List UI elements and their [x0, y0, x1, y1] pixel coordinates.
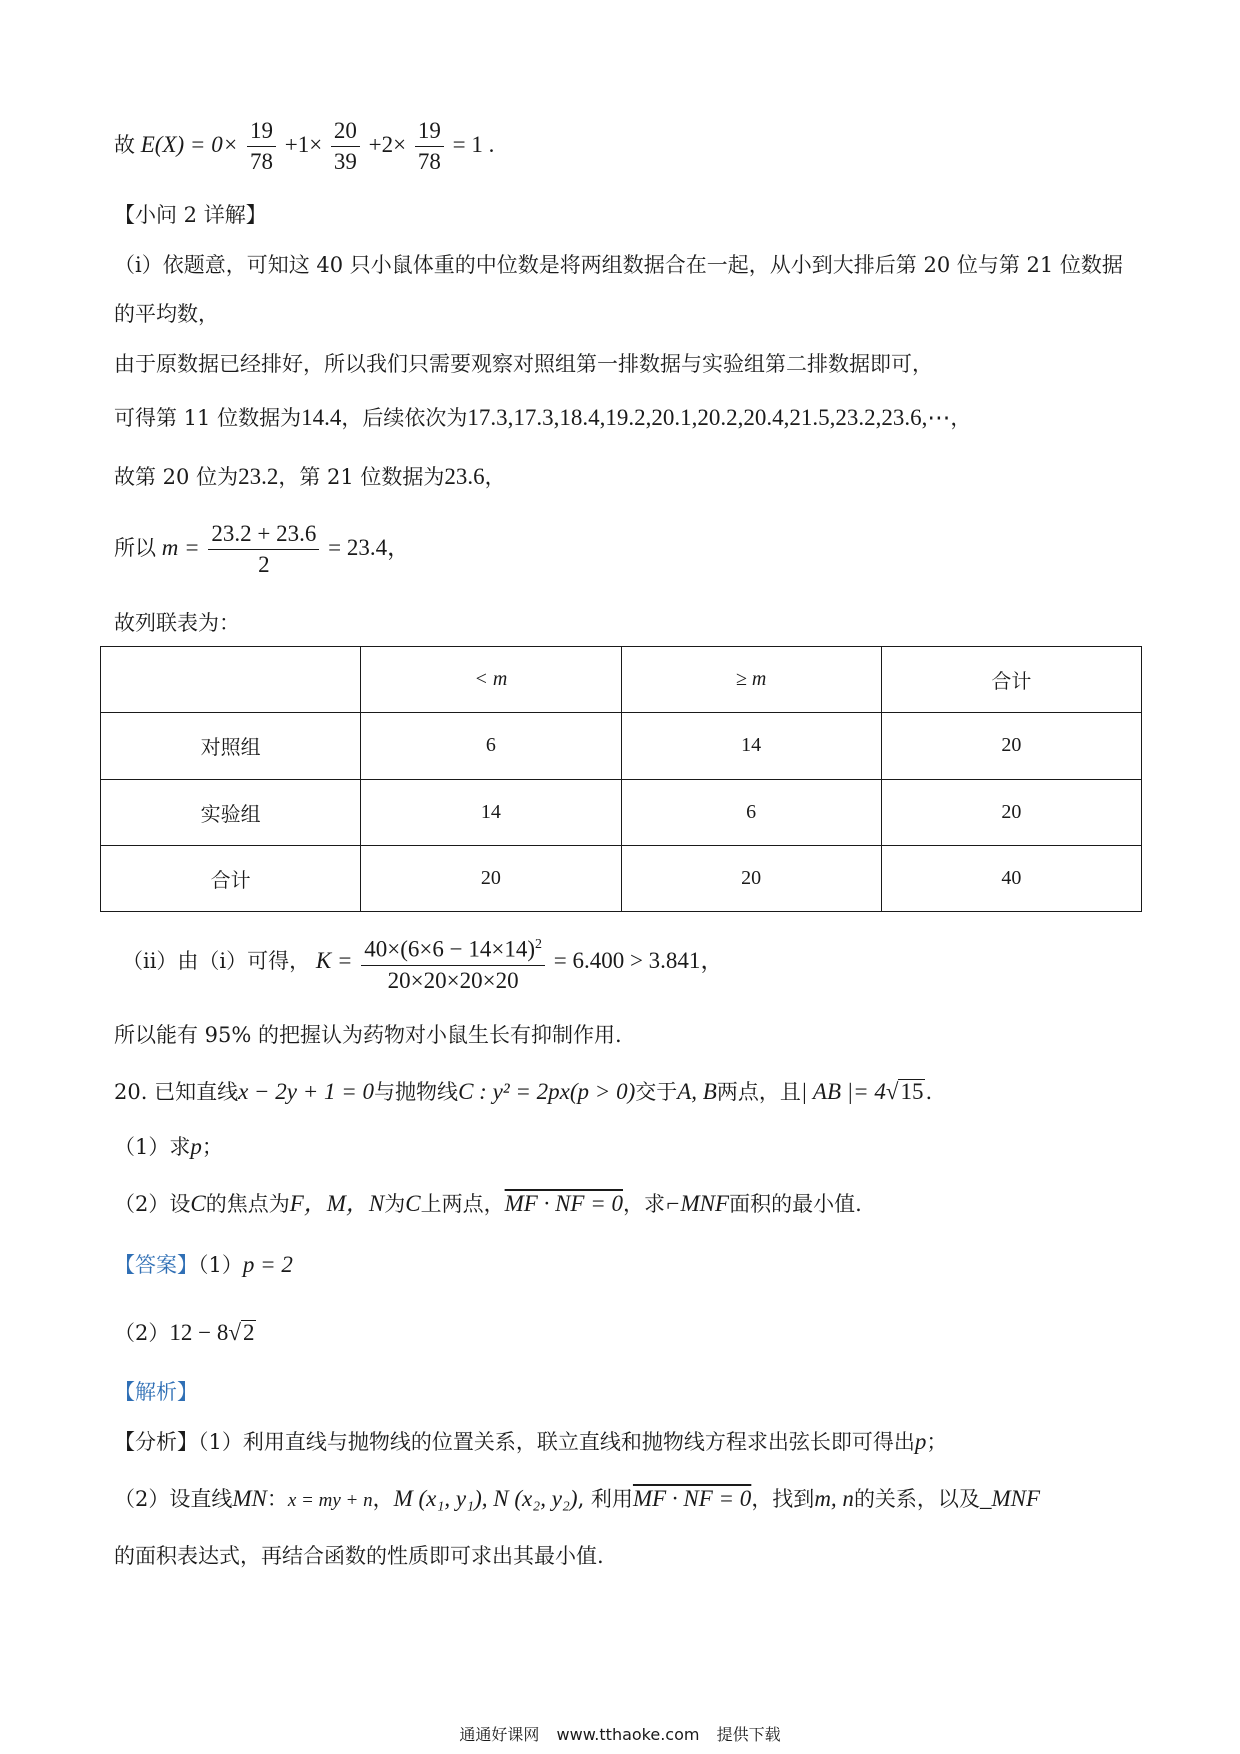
median-rhs: = 23.4	[328, 534, 388, 560]
analysis-label: 【解析】	[114, 1380, 198, 1404]
line4-mid: ，后续依次为	[341, 406, 468, 430]
answer-label: 【答案】	[114, 1253, 198, 1277]
fraction-3: $\frac{19}{78}$	[415, 116, 444, 177]
table-header-cell	[101, 647, 361, 713]
paragraph-i-line3: 由于原数据已经排好，所以我们只需要观察对照组第一排数据与实验组第二排数据即可，	[114, 352, 933, 376]
fenxi-label: 【分析】	[114, 1430, 198, 1454]
fenxi2-b: MN	[232, 1486, 267, 1511]
table-cell: 20	[881, 713, 1141, 779]
table-row	[101, 845, 1142, 911]
question-20-part1	[114, 1132, 223, 1162]
q20-1-end: ；	[201, 1135, 223, 1159]
table-cell: 20	[361, 845, 621, 911]
answer-part1-label: （1）	[198, 1253, 243, 1277]
q20-2-dot-product: MF · NF = 0	[504, 1191, 623, 1216]
table-intro: 故列联表为：	[114, 611, 240, 635]
q20-ab: | AB |= 4	[800, 1079, 886, 1104]
footer-suffix: 提供下载	[716, 1725, 781, 1744]
table-cell: 40	[881, 845, 1141, 911]
footer-url[interactable]: www.tthaoke.com	[556, 1725, 700, 1744]
median-lhs: m =	[161, 534, 200, 560]
table-cell: 20	[621, 845, 881, 911]
table-cell: 6	[621, 779, 881, 845]
fenxi-line2	[114, 1484, 1040, 1516]
answer-part2-sqrt: 2	[242, 1320, 255, 1345]
question-20: 20. 已知直线x − 2y + 1 = 0与抛物线C : y² = 2px(p > 0)交于A, B两点，且| AB |= 4√15.	[114, 1079, 933, 1104]
fenxi-line1	[114, 1427, 947, 1457]
fenxi-end: ；	[926, 1430, 948, 1454]
q20-2-triangle: ⌐MNF	[665, 1191, 730, 1216]
fenxi2-c: ：	[266, 1487, 288, 1511]
answer-part2-label: （2）	[114, 1321, 170, 1345]
q20-2-i: ，求	[623, 1192, 665, 1216]
part2-heading: 【小问 2 详解】	[114, 203, 267, 227]
q20-2-k: 面积的最小值.	[729, 1192, 862, 1216]
fenxi2-d: x = my + n	[287, 1490, 373, 1511]
expectation-term3: +2×	[368, 131, 407, 157]
footer-site-name: 通通好课网	[459, 1725, 540, 1744]
fraction-2: $\frac{20}{39}$	[331, 116, 360, 177]
line4-value: 14.4	[301, 405, 342, 430]
chi-prefix: （ii）由（i）可得，	[122, 949, 311, 974]
table-cell: 实验组	[101, 779, 361, 845]
data-sequence: 17.3,17.3,18.4,19.2,20.1,20.2,20.4,21.5,23.2,23.6,⋯	[467, 405, 951, 430]
answer-line1	[114, 1250, 293, 1280]
median-prefix: 所以	[114, 535, 156, 560]
table-row	[101, 779, 1142, 845]
chi-end: ，	[700, 948, 724, 974]
table-header-cell: < m	[361, 647, 621, 713]
q20-2-b: C	[190, 1191, 206, 1216]
line5-value2: 23.6	[444, 464, 485, 489]
fenxi-var: p	[914, 1429, 927, 1454]
expectation-prefix: 故	[114, 132, 135, 157]
table-header-cell: ≥ m	[621, 647, 881, 713]
line4-end: ，	[950, 406, 972, 430]
contingency-table	[100, 646, 1142, 912]
fenxi-text: （1）利用直线与抛物线的位置关系，联立直线和抛物线方程求出弦长即可得出	[198, 1430, 915, 1454]
line5-value1: 23.2	[238, 464, 279, 489]
median-fraction: $\frac{23.2 + 23.6}{2}$	[208, 519, 319, 580]
expectation-line	[114, 116, 494, 177]
fenxi2-triangle: _MNF	[979, 1486, 1040, 1511]
fenxi2-dot-product: MF · NF = 0	[632, 1486, 752, 1511]
expectation-lhs: E(X) = 0×	[140, 131, 239, 157]
answer-part1-value: p = 2	[242, 1252, 293, 1277]
paragraph-i-line1: （i）依题意，可知这 40 只小鼠体重的中位数是将两组数据合在一起，从小到大排后第 20 位与第 21 位数据	[114, 253, 1123, 277]
q20-points: A, B	[677, 1079, 717, 1104]
fenxi2-points: M (x₁, y₁), N (x₂, y₂)	[393, 1486, 578, 1511]
line5-a: 故第 20 位为	[114, 465, 239, 489]
median-end: ，	[387, 534, 411, 560]
q20-line-equation: x − 2y + 1 = 0	[238, 1079, 375, 1104]
q20-1-text: （1）求	[114, 1135, 191, 1159]
fenxi2-e: ，	[372, 1487, 394, 1511]
expectation-rhs: = 1 .	[452, 131, 495, 157]
table-cell: 14	[621, 713, 881, 779]
fenxi-line3: 的面积表达式，再结合函数的性质即可求出其最小值.	[114, 1544, 604, 1568]
chi-fraction: $\frac{40\times(6\times 6 - 14\times 14)^2}{20\times 20\times 20\times 20}$	[361, 930, 545, 996]
line5-c: ，	[484, 465, 506, 489]
expectation-term2: +1×	[284, 131, 323, 157]
fenxi2-a: （2）设直线	[114, 1487, 233, 1511]
question-20-part2	[114, 1189, 862, 1219]
paragraph-i-line2: 的平均数，	[114, 302, 219, 326]
fenxi2-k: 的关系，以及	[853, 1487, 980, 1511]
line5-b: ，第 21 位数据为	[278, 465, 445, 489]
answer-line2: （2）12 − 8√2	[114, 1320, 255, 1345]
q20-end: .	[925, 1080, 933, 1104]
fenxi2-g: , 利用	[577, 1487, 633, 1511]
median-formula	[114, 519, 410, 580]
paragraph-i-line5	[114, 462, 506, 492]
q20-2-g: 上两点，	[420, 1192, 505, 1216]
fraction-1: $\frac{19}{78}$	[247, 116, 276, 177]
q20-sqrt: 15	[900, 1079, 924, 1104]
line4-text: 可得第 11 位数据为	[114, 406, 302, 430]
chi-lhs: K =	[315, 948, 353, 974]
chi-square-formula	[122, 930, 723, 996]
q20-2-a: （2）设	[114, 1192, 191, 1216]
fenxi2-i: ，找到	[751, 1487, 815, 1511]
conclusion: 所以能有 95% 的把握认为药物对小鼠生长有抑制作用.	[114, 1023, 622, 1047]
q20-mid3: 两点，且	[716, 1080, 801, 1104]
q20-2-d: F，M，N	[289, 1191, 385, 1216]
table-header-row	[101, 647, 1142, 713]
table-cell: 20	[881, 779, 1141, 845]
q20-prefix: 20. 已知直线	[114, 1080, 239, 1104]
table-row	[101, 713, 1142, 779]
page-footer	[0, 1722, 1240, 1745]
table-cell: 合计	[101, 845, 361, 911]
q20-mid2: 交于	[635, 1080, 678, 1104]
paragraph-i-line4	[114, 403, 971, 433]
table-cell: 14	[361, 779, 621, 845]
q20-mid: 与抛物线	[374, 1080, 459, 1104]
q20-1-var: p	[190, 1134, 202, 1159]
q20-2-e: 为	[384, 1192, 406, 1216]
answer-part2-value: 12 − 8	[169, 1320, 229, 1345]
table-header-cell: 合计	[881, 647, 1141, 713]
chi-rhs: = 6.400 > 3.841	[553, 948, 701, 974]
fenxi2-mn: m, n	[814, 1486, 854, 1511]
q20-parabola: C : y² = 2px(p > 0)	[458, 1079, 636, 1104]
q20-2-c: 的焦点为	[205, 1192, 290, 1216]
table-cell: 对照组	[101, 713, 361, 779]
q20-2-f: C	[405, 1191, 421, 1216]
table-cell: 6	[361, 713, 621, 779]
